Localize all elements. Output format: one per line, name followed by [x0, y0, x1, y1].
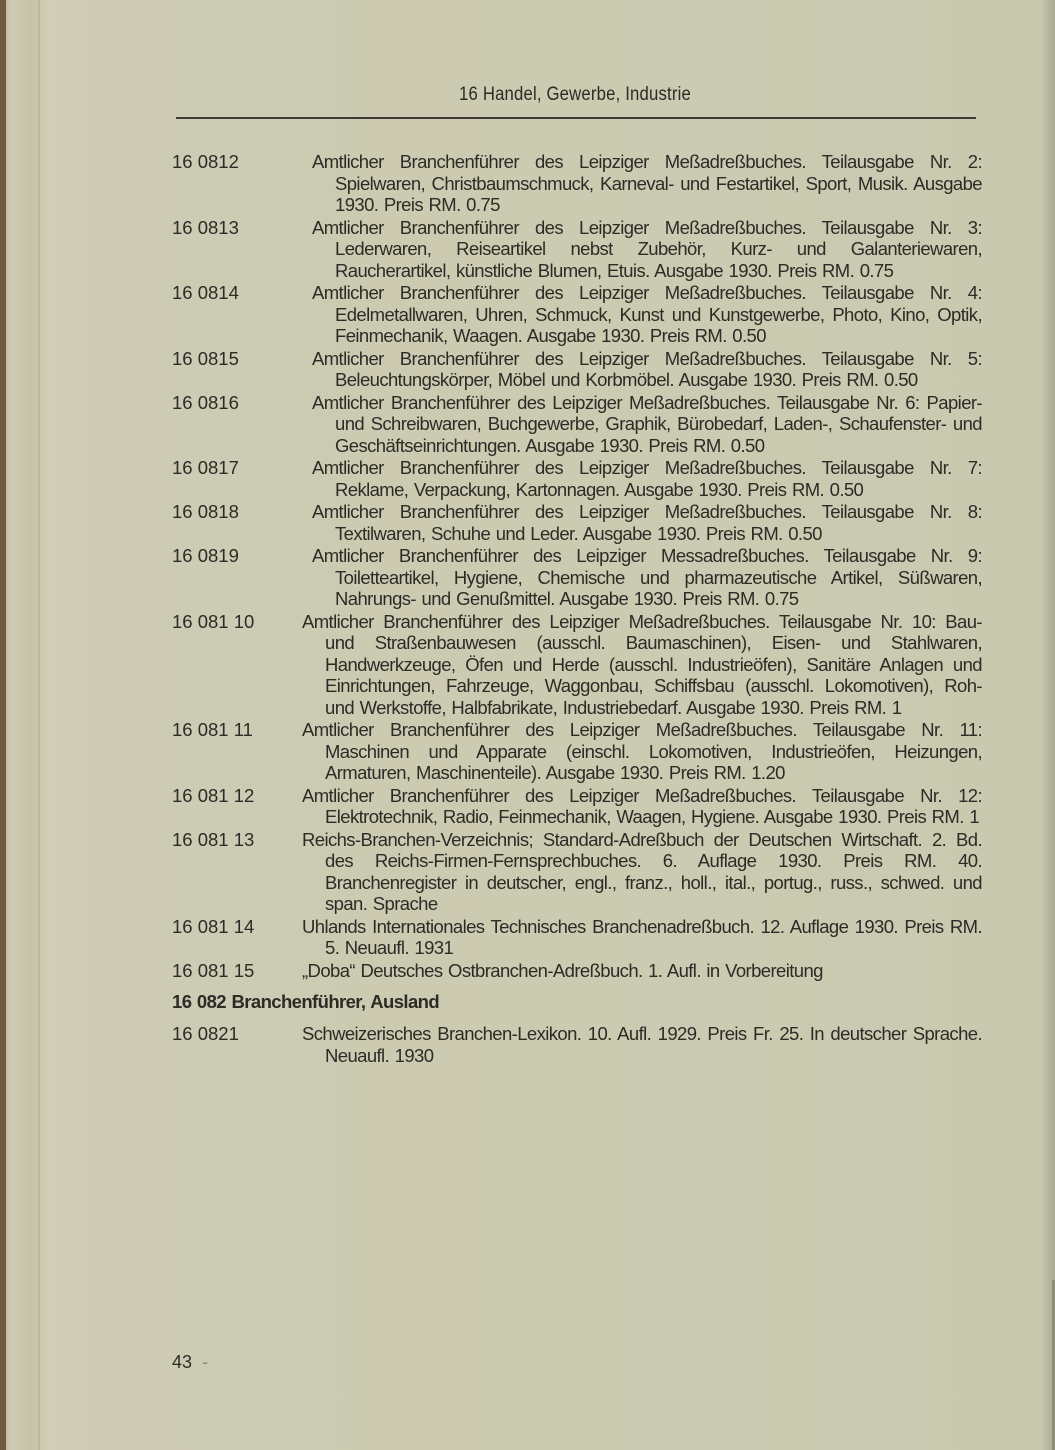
page-number-value: 43: [172, 1352, 193, 1372]
entry-text: Amtlicher Branchenführer des Leipziger Meßadreßbuches. Teilausgabe Nr. 8: Textilwaren, Schuhe und Leder. Ausgabe 1930. Preis RM. 0.50: [312, 501, 982, 544]
entry-number: 16 081 14: [172, 915, 255, 937]
bibliography-entry: [172, 392, 982, 457]
entry-number: 16 0818: [172, 501, 239, 522]
page-number-mark: -: [202, 1352, 209, 1372]
page-number: [172, 1352, 208, 1373]
bibliography-entry: [172, 785, 982, 828]
bibliography-entry: [172, 719, 982, 784]
entry-number: 16 081 12: [172, 784, 255, 806]
entry-number: 16 081 13: [172, 828, 255, 850]
entry-text: Uhlands Internationales Technisches Branchenadreßbuch. 12. Auflage 1930. Preis RM. 5. Neuaufl. 1931: [302, 915, 982, 958]
entry-number: 16 081 10: [172, 610, 255, 632]
entry-number: 16 0812: [172, 151, 239, 172]
running-header: 16 Handel, Gewerbe, Industrie: [459, 84, 691, 105]
entry-text: Amtlicher Branchenführer des Leipziger Messadreßbuches. Teilausgabe Nr. 9: Toiletteartikel, Hygiene, Chemische und pharmazeutische Artikel, Süßwaren, Nahrungs- und Genußmittel. Ausgabe 1930. Preis RM. 0.75: [312, 545, 982, 609]
entry-text: Amtlicher Branchenführer des Leipziger Meßadreßbuches. Teilausgabe Nr. 6: Papier- und Schreibwaren, Buchgewerbe, Graphik, Bürobedarf, Laden-, Schaufenster- und Geschäftseinrichtungen. Ausgabe 1930. Preis RM. 0.50: [312, 391, 982, 456]
bibliography-entry: [172, 960, 982, 982]
entry-text: Schweizerisches Branchen-Lexikon. 10. Aufl. 1929. Preis Fr. 25. In deutscher Sprache. Neuaufl. 1930: [302, 1023, 982, 1066]
entry-number: 16 081 11: [172, 719, 253, 740]
bibliography-entry: [172, 348, 982, 391]
book-spine-edge: [0, 0, 6, 1450]
section-heading: 16 082 Branchenführer, Ausland: [172, 991, 440, 1012]
entry-text: Amtlicher Branchenführer des Leipziger Meßadreßbuches. Teilausgabe Nr. 4: Edelmetallwaren, Uhren, Schmuck, Kunst und Kunstgewerbe, Photo, Kino, Optik, Feinmechanik, Waagen. Ausgabe 1930. Preis RM. 0.50: [312, 282, 982, 346]
bibliography-entry: [172, 151, 982, 216]
entry-number: 16 0816: [172, 391, 239, 413]
entry-text: Amtlicher Branchenführer des Leipziger Meßadreßbuches. Teilausgabe Nr. 7: Reklame, Verpackung, Kartonnagen. Ausgabe 1930. Preis RM. 0.50: [312, 457, 982, 500]
bibliography-entry: [172, 916, 982, 959]
bibliography-entry: [172, 611, 982, 719]
entry-text: Reichs-Branchen-Verzeichnis; Standard-Adreßbuch der Deutschen Wirtschaft. 2. Bd. des Reichs-Firmen-Fernsprechbuches. 6. Auflage 1930. Preis RM. 40. Branchenregister in deutscher, engl., franz., holl., ital., portug., russ., schwed. und span. Sprache: [302, 828, 982, 914]
entry-number: 16 0815: [172, 347, 239, 369]
entry-text: Amtlicher Branchenführer des Leipziger Meßadreßbuches. Teilausgabe Nr. 3: Lederwaren, Reiseartikel nebst Zubehör, Kurz- und Galanteriewaren, Raucherartikel, künstliche Blumen, Etuis. Ausgabe 1930. Preis RM. 0.75: [312, 216, 982, 281]
entry-text: Amtlicher Branchenführer des Leipziger Meßadreßbuches. Teilausgabe Nr. 2: Spielwaren, Christbaumschmuck, Karneval- und Festartikel, Sport, Musik. Ausgabe 1930. Preis RM. 0.75: [312, 151, 982, 215]
bibliography-entry: [172, 829, 982, 915]
entry-text: „Doba“ Deutsches Ostbranchen-Adreßbuch. 1. Aufl. in Vorbereitung: [302, 959, 823, 981]
entry-text: Amtlicher Branchenführer des Leipziger Meßadreßbuches. Teilausgabe Nr. 5: Beleuchtungskörper, Möbel und Korbmöbel. Ausgabe 1930. Preis RM. 0.50: [312, 347, 982, 390]
entry-number: 16 0821: [172, 1023, 239, 1044]
entry-text: Amtlicher Branchenführer des Leipziger Meßadreßbuches. Teilausgabe Nr. 10: Bau- und Straßenbauwesen (ausschl. Baumaschinen), Eisen- und Stahlwaren, Handwerkzeuge, Öfen und Herde (ausschl. Industrieöfen), Sanitäre Anlagen und Einrichtungen, Fahrzeuge, Waggonbau, Schiffsbau (ausschl. Lokomotiven), Roh- und Werkstoffe, Halbfabrikate, Industriebedarf. Ausgabe 1930. Preis RM. 1: [302, 610, 982, 718]
bibliography-entry: [172, 501, 982, 544]
entry-text: Amtlicher Branchenführer des Leipziger Meßadreßbuches. Teilausgabe Nr. 12: Elektrotechnik, Radio, Feinmechanik, Waagen, Hygiene. Ausgabe 1930. Preis RM. 1: [302, 784, 982, 827]
entry-list: [172, 151, 982, 1067]
entry-number: 16 0819: [172, 545, 239, 566]
bibliography-entry: [172, 1023, 982, 1066]
entry-text: Amtlicher Branchenführer des Leipziger Meßadreßbuches. Teilausgabe Nr. 11: Maschinen und Apparate (einschl. Lokomotiven, Industrieöfen, Heizungen, Armaturen, Maschinenteile). Ausgabe 1930. Preis RM. 1.20: [302, 719, 982, 783]
entry-number: 16 0813: [172, 216, 239, 238]
bibliography-entry: [172, 217, 982, 282]
entry-number: 16 0814: [172, 282, 239, 303]
bibliography-entry: [172, 282, 982, 347]
header-rule: [176, 117, 976, 119]
page-fold-line: [38, 0, 40, 1450]
entry-number: 16 0817: [172, 457, 239, 478]
entry-number: 16 081 15: [172, 959, 255, 981]
bibliography-entry: [172, 457, 982, 500]
bibliography-entry: [172, 545, 982, 610]
